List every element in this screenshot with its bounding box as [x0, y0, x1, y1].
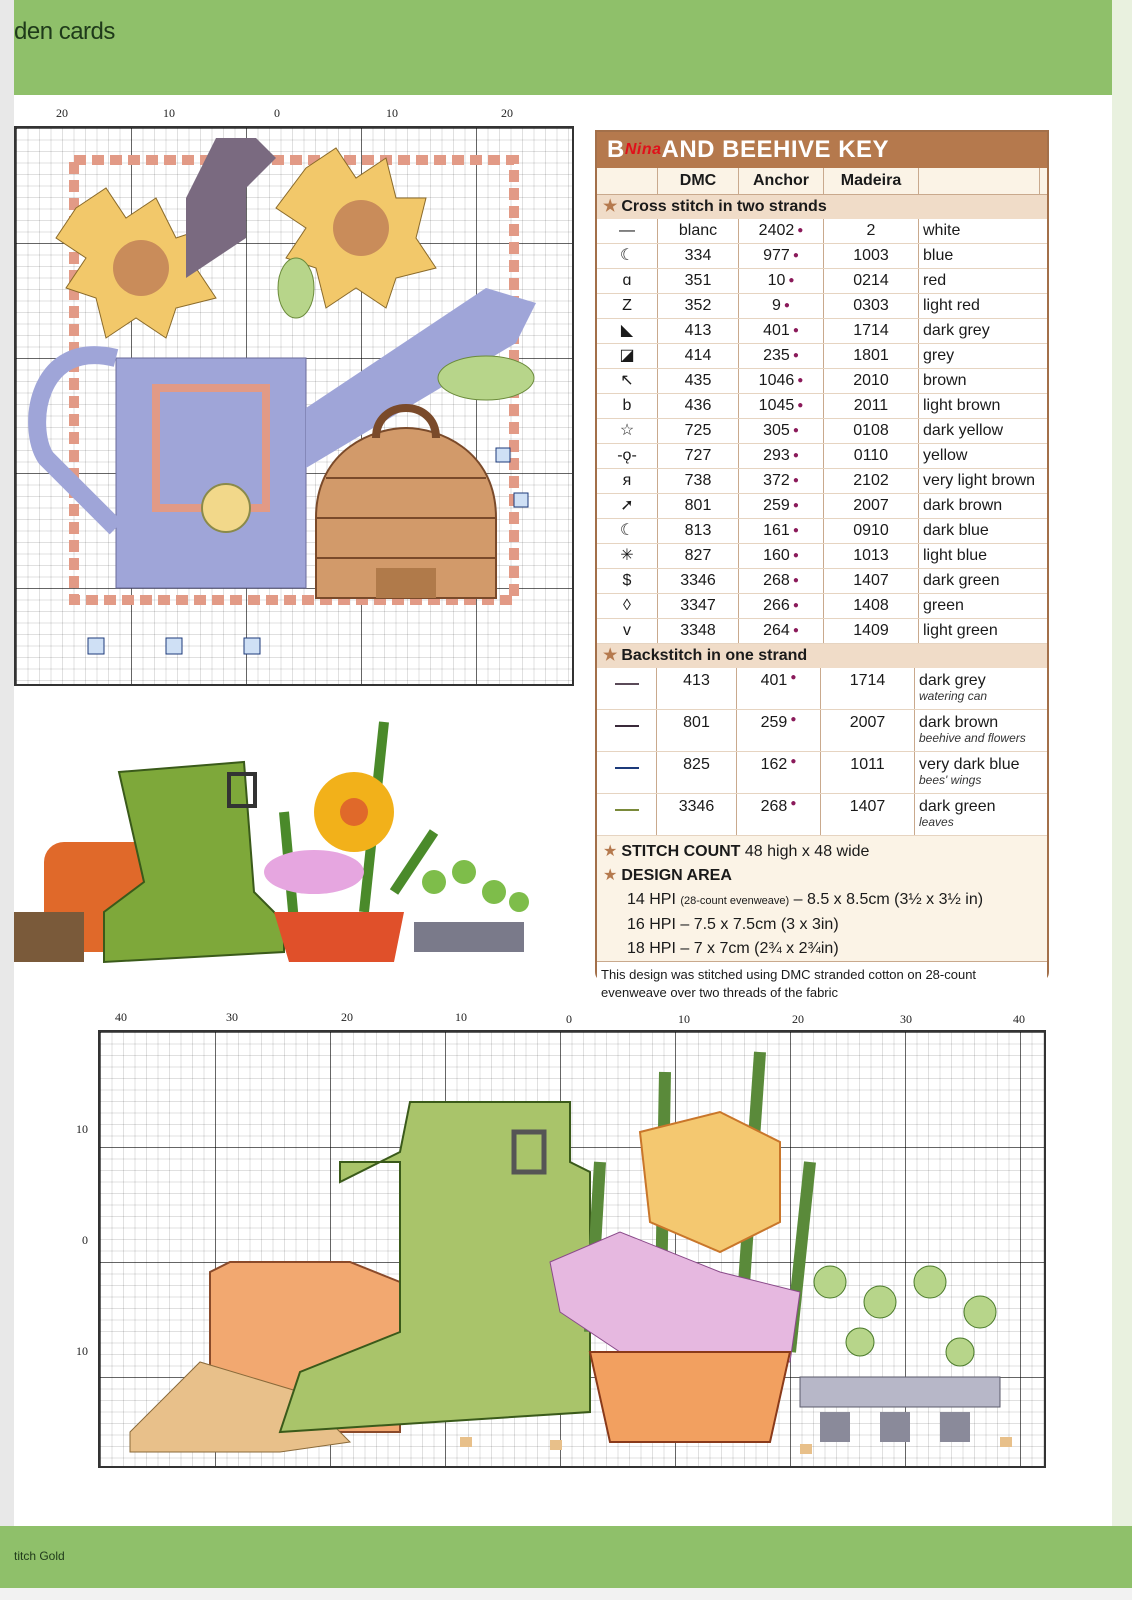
- dmc-code: 3346: [658, 569, 739, 593]
- colour-name: light red: [923, 297, 980, 314]
- bottom-y-label: 0: [82, 1233, 88, 1247]
- cross-stitch-row: [597, 594, 1047, 619]
- dmc-code: 352: [658, 294, 739, 318]
- thread-dot-icon: ●: [790, 672, 797, 683]
- stitch-symbol-icon: Z: [597, 294, 658, 318]
- dmc-code: 413: [657, 668, 737, 709]
- right-page-edge: [1112, 0, 1132, 1600]
- watering-can-beehive-pattern: [16, 128, 572, 684]
- dmc-code: 738: [658, 469, 739, 493]
- colour-name: dark grey: [923, 322, 990, 339]
- top-x-label: 0: [274, 106, 280, 120]
- colour-name: blue: [923, 247, 954, 264]
- anchor-code: 10 ●: [739, 269, 824, 293]
- anchor-code: 268 ●: [737, 794, 821, 835]
- madeira-code: 1409: [824, 619, 919, 643]
- anchor-code: 266 ●: [739, 594, 824, 618]
- colour-name: dark brown beehive and flowers: [915, 710, 1035, 751]
- bottom-x-label: 40: [1013, 1012, 1025, 1026]
- madeira-code: 2102: [824, 469, 919, 493]
- anchor-code: 268 ●: [739, 569, 824, 593]
- bottom-x-label: 0: [566, 1012, 572, 1026]
- stitch-count-label: STITCH COUNT: [621, 843, 741, 860]
- colour-name: very light brown: [923, 472, 1036, 489]
- key-title-start: B: [607, 136, 625, 163]
- thread-dot-icon: ●: [792, 475, 799, 486]
- thread-dot-icon: ●: [792, 575, 799, 586]
- dmc-code: 801: [657, 710, 737, 751]
- stitch-symbol-icon: $: [597, 569, 658, 593]
- bottom-y-label: 10: [76, 1344, 88, 1358]
- colour-name: dark brown: [923, 497, 1003, 514]
- thread-dot-icon: ●: [790, 756, 797, 767]
- top-cross-stitch-chart: [14, 126, 574, 686]
- dmc-code: 436: [658, 394, 739, 418]
- thread-dot-icon: ●: [792, 525, 799, 536]
- star-icon: ★: [603, 198, 618, 215]
- star-icon: ★: [603, 867, 618, 884]
- bottom-x-label: 40: [115, 1010, 127, 1024]
- dmc-code: 435: [658, 369, 739, 393]
- colour-name: yellow: [923, 447, 968, 464]
- madeira-code: 0214: [824, 269, 919, 293]
- thread-dot-icon: ●: [792, 450, 799, 461]
- area-line: 18 HPI – 7 x 7cm (2¾ x 2¾in): [627, 940, 839, 957]
- stitch-symbol-icon: ☆: [597, 419, 658, 443]
- cross-stitch-row: [597, 394, 1047, 419]
- thread-dot-icon: ●: [792, 500, 799, 511]
- madeira-code: 1714: [821, 668, 915, 709]
- anchor-code: 293 ●: [739, 444, 824, 468]
- bottom-y-label: 10: [76, 1122, 88, 1136]
- cross-stitch-row: [597, 444, 1047, 469]
- colour-name: red: [923, 272, 947, 289]
- madeira-code: 2007: [824, 494, 919, 518]
- madeira-code: 0910: [824, 519, 919, 543]
- dmc-code: 3348: [658, 619, 739, 643]
- backstitch-line-icon: [597, 794, 657, 835]
- thread-dot-icon: ●: [792, 250, 799, 261]
- thread-dot-icon: ●: [790, 714, 797, 725]
- madeira-code: 0303: [824, 294, 919, 318]
- page-footer-title: titch Gold: [14, 1549, 65, 1563]
- cross-stitch-row: [597, 319, 1047, 344]
- stitch-symbol-icon: -ǫ-: [597, 444, 658, 468]
- cross-stitch-row: [597, 519, 1047, 544]
- dmc-code: 3347: [658, 594, 739, 618]
- design-area-line: [603, 864, 1041, 888]
- backstitch-header-text: Backstitch in one strand: [621, 647, 808, 664]
- top-green-band: [0, 0, 1132, 95]
- bottom-x-label: 20: [341, 1010, 353, 1024]
- thread-dot-icon: ●: [792, 325, 799, 336]
- stitch-count-value: 48 high x 48 wide: [744, 843, 870, 860]
- backstitch-row: [597, 752, 1047, 794]
- anchor-code: 259 ●: [737, 710, 821, 751]
- bottom-x-label: 10: [455, 1010, 467, 1024]
- symbol-column-header: [597, 168, 658, 194]
- colour-name: dark yellow: [923, 422, 1004, 439]
- anchor-code: 372 ●: [739, 469, 824, 493]
- cross-stitch-row: [597, 369, 1047, 394]
- stitch-symbol-icon: ɑ: [597, 269, 658, 293]
- anchor-code: 977 ●: [739, 244, 824, 268]
- cross-stitch-section-header: [597, 195, 1047, 219]
- cross-stitch-row: [597, 544, 1047, 569]
- backstitch-rows: [597, 668, 1047, 836]
- dmc-code: 827: [658, 544, 739, 568]
- thread-dot-icon: ●: [792, 550, 799, 561]
- cross-stitch-header-text: Cross stitch in two strands: [621, 198, 827, 215]
- cross-stitch-row: [597, 494, 1047, 519]
- anchor-code: 160 ●: [739, 544, 824, 568]
- usage-note: leaves: [919, 815, 954, 829]
- dmc-code: 3346: [657, 794, 737, 835]
- madeira-code: 1003: [824, 244, 919, 268]
- key-title: [597, 132, 1047, 168]
- colour-name: white: [923, 222, 961, 239]
- usage-note: bees' wings: [919, 773, 982, 787]
- colour-name: dark green leaves: [915, 794, 1035, 835]
- bottom-x-label: 20: [792, 1012, 804, 1026]
- key-info-section: [597, 836, 1047, 1006]
- backstitch-row: [597, 794, 1047, 836]
- backstitch-row: [597, 710, 1047, 752]
- cross-stitch-row: [597, 569, 1047, 594]
- dmc-code: 413: [658, 319, 739, 343]
- anchor-code: 161 ●: [739, 519, 824, 543]
- dmc-code: 825: [657, 752, 737, 793]
- thread-dot-icon: ●: [792, 425, 799, 436]
- thread-dot-icon: ●: [788, 275, 795, 286]
- dmc-code: 351: [658, 269, 739, 293]
- stitch-symbol-icon: ✳: [597, 544, 658, 568]
- madeira-code: 2007: [821, 710, 915, 751]
- colour-name: dark grey watering can: [915, 668, 1035, 709]
- top-x-label: 10: [386, 106, 398, 120]
- stitch-symbol-icon: ↖: [597, 369, 658, 393]
- anchor-code: 264 ●: [739, 619, 824, 643]
- anchor-code: 1045 ●: [739, 394, 824, 418]
- cross-stitch-row: [597, 469, 1047, 494]
- dmc-code: 414: [658, 344, 739, 368]
- backstitch-line-icon: [597, 668, 657, 709]
- area-line: 14 HPI (28-count evenweave) – 8.5 x 8.5cm (3½ x 3½ in): [627, 891, 984, 908]
- usage-note: watering can: [919, 689, 988, 703]
- cross-stitch-row: [597, 219, 1047, 244]
- thread-dot-icon: ●: [792, 350, 799, 361]
- stitch-symbol-icon: ☾: [597, 244, 658, 268]
- cross-stitch-row: [597, 269, 1047, 294]
- stitch-key-panel: [595, 130, 1049, 1000]
- thread-dot-icon: ●: [792, 625, 799, 636]
- colour-name: green: [923, 597, 964, 614]
- madeira-code: 2010: [824, 369, 919, 393]
- colour-name: light blue: [923, 547, 988, 564]
- stitch-symbol-icon: ➚: [597, 494, 658, 518]
- madeira-code: 1801: [824, 344, 919, 368]
- backstitch-row: [597, 668, 1047, 710]
- stitch-symbol-icon: я: [597, 469, 658, 493]
- anchor-code: 2402 ●: [739, 219, 824, 243]
- boot-and-flowerpot-pattern: [100, 1032, 1044, 1466]
- dmc-code: 727: [658, 444, 739, 468]
- stitch-symbol-icon: ◣: [597, 319, 658, 343]
- anchor-code: 9 ●: [739, 294, 824, 318]
- colour-name: grey: [923, 347, 955, 364]
- thread-dot-icon: ●: [797, 375, 804, 386]
- anchor-code: 1046 ●: [739, 369, 824, 393]
- star-icon: ★: [603, 647, 618, 664]
- bottom-x-label: 10: [678, 1012, 690, 1026]
- madeira-code: 1408: [824, 594, 919, 618]
- bottom-x-label: 30: [900, 1012, 912, 1026]
- cross-stitch-row: [597, 419, 1047, 444]
- anchor-code: 162 ●: [737, 752, 821, 793]
- anchor-code: 401 ●: [737, 668, 821, 709]
- madeira-code: 2011: [824, 394, 919, 418]
- colour-name: dark blue: [923, 522, 989, 539]
- madeira-code: 1407: [824, 569, 919, 593]
- stitch-count-line: [603, 840, 1041, 864]
- anchor-code: 401 ●: [739, 319, 824, 343]
- cross-stitch-rows: [597, 219, 1047, 644]
- cross-stitch-row: [597, 344, 1047, 369]
- thread-dot-icon: ●: [797, 225, 804, 236]
- cross-stitch-row: [597, 244, 1047, 269]
- backstitch-section-header: [597, 644, 1047, 668]
- stitch-symbol-icon: —: [597, 219, 658, 243]
- top-x-label: 20: [501, 106, 513, 120]
- anchor-code: 259 ●: [739, 494, 824, 518]
- anchor-code: 305 ●: [739, 419, 824, 443]
- dmc-code: 725: [658, 419, 739, 443]
- backstitch-line-icon: [597, 710, 657, 751]
- madeira-code: 1714: [824, 319, 919, 343]
- cross-stitch-row: [597, 294, 1047, 319]
- thread-dot-icon: ●: [783, 300, 790, 311]
- stitch-symbol-icon: ☾: [597, 519, 658, 543]
- key-footnote: This design was stitched using DMC stranded cotton on 28-count evenweave over two threads of the fabric: [597, 961, 1047, 1002]
- dmc-code: 813: [658, 519, 739, 543]
- thread-dot-icon: ●: [792, 600, 799, 611]
- bottom-green-band: [0, 1526, 1132, 1588]
- colour-name: light brown: [923, 397, 1001, 414]
- stitch-symbol-icon: ◊: [597, 594, 658, 618]
- dmc-code: 334: [658, 244, 739, 268]
- cross-stitch-row: [597, 619, 1047, 644]
- madeira-code: 0110: [824, 444, 919, 468]
- bottom-cross-stitch-chart: [98, 1030, 1046, 1468]
- thread-dot-icon: ●: [797, 400, 804, 411]
- colour-name-column-header: [919, 168, 1040, 194]
- key-title-end: AND BEEHIVE KEY: [661, 136, 890, 163]
- colour-name: dark green: [923, 572, 1000, 589]
- key-column-headers: [597, 168, 1047, 195]
- dmc-code: blanc: [658, 219, 739, 243]
- madeira-column-header: Madeira: [824, 168, 919, 194]
- bottom-page-edge: [0, 1588, 1132, 1600]
- madeira-code: 1013: [824, 544, 919, 568]
- usage-note: beehive and flowers: [919, 731, 1026, 745]
- colour-name: very dark blue bees' wings: [915, 752, 1035, 793]
- madeira-code: 1407: [821, 794, 915, 835]
- design-area-label: DESIGN AREA: [621, 867, 732, 884]
- star-icon: ★: [603, 843, 618, 860]
- bottom-x-label: 30: [226, 1010, 238, 1024]
- stitch-symbol-icon: v: [597, 619, 658, 643]
- top-x-label: 20: [56, 106, 68, 120]
- madeira-code: 2: [824, 219, 919, 243]
- stitch-symbol-icon: ◪: [597, 344, 658, 368]
- left-page-edge: [0, 0, 14, 1600]
- colour-name: brown: [923, 372, 967, 389]
- top-x-label: 10: [163, 106, 175, 120]
- anchor-column-header: Anchor: [739, 168, 824, 194]
- area-line: 16 HPI – 7.5 x 7.5cm (3 x 3in): [627, 916, 839, 933]
- dmc-code: 801: [658, 494, 739, 518]
- stitch-symbol-icon: b: [597, 394, 658, 418]
- page-header-title: den cards: [14, 18, 115, 45]
- anchor-code: 235 ●: [739, 344, 824, 368]
- dmc-column-header: DMC: [658, 168, 739, 194]
- watermark-text: Nina: [624, 141, 662, 158]
- thread-dot-icon: ●: [790, 798, 797, 809]
- madeira-code: 1011: [821, 752, 915, 793]
- madeira-code: 0108: [824, 419, 919, 443]
- boot-and-flowerpot-illustration: [14, 712, 548, 974]
- colour-name: light green: [923, 622, 998, 639]
- backstitch-line-icon: [597, 752, 657, 793]
